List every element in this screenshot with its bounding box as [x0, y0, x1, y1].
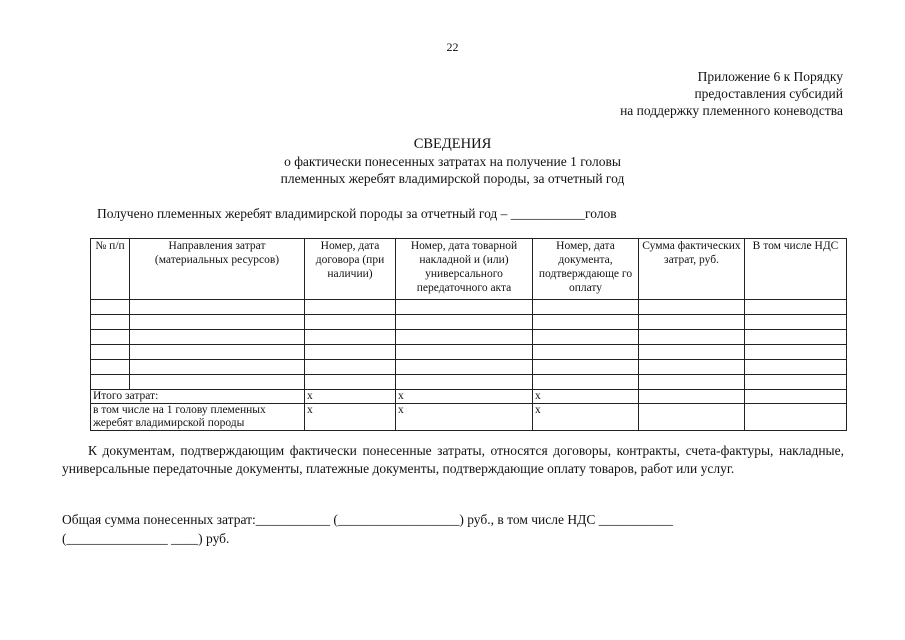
- appendix-line-1: Приложение 6 к Порядку: [697, 69, 843, 84]
- header-contract: Номер, дата договора (при наличии): [305, 239, 396, 300]
- table-row: [91, 345, 847, 360]
- total-payment-cell: х: [533, 390, 639, 404]
- title-line-2: о фактически понесенных затратах на получение 1 головы: [284, 154, 621, 169]
- title-main: СВЕДЕНИЯ: [413, 136, 492, 152]
- title-line-3: племенных жеребят владимирской породы, за отчетный год: [280, 171, 625, 186]
- header-amount: Сумма фактических затрат, руб.: [639, 239, 745, 300]
- table-header-row: [91, 239, 847, 300]
- table-row: [91, 315, 847, 330]
- per-head-contract-cell: х: [305, 404, 396, 431]
- header-invoice: Номер, дата товарной накладной и (или) универсального передаточного акта: [396, 239, 533, 300]
- table-row: [91, 300, 847, 315]
- appendix-line-2: предоставления субсидий: [694, 86, 843, 101]
- table-row: [91, 375, 847, 390]
- total-amount-line-1: Общая сумма понесенных затрат:___________ (__________________) руб., в том числе НДС ___________: [62, 512, 673, 527]
- costs-table: [90, 238, 847, 431]
- header-number: № п/п: [91, 239, 130, 300]
- header-payment-doc: Номер, дата документа, подтверждающе го оплату: [533, 239, 639, 300]
- total-contract-cell: х: [305, 390, 396, 404]
- appendix-note: [620, 68, 843, 119]
- header-cost-direction: Направления затрат (материальных ресурсов): [130, 239, 305, 300]
- table-row: [91, 330, 847, 345]
- page-number: 22: [446, 40, 459, 54]
- total-amount-block: [62, 510, 844, 548]
- total-row: [91, 390, 847, 404]
- total-invoice-cell: х: [396, 390, 533, 404]
- received-foals-line: Получено племенных жеребят владимирской породы за отчетный год – ___________голов: [97, 206, 617, 221]
- supporting-documents-note: К документам, подтверждающим фактически понесенные затраты, относятся договоры, контракты, счета-фактуры, накладные, универсальные передаточные документы, платежные документы, подтверждающие оплату товаров, работ или услуг.: [62, 443, 844, 476]
- total-label: Итого затрат:: [91, 390, 305, 404]
- per-head-invoice-cell: х: [396, 404, 533, 431]
- per-head-payment-cell: х: [533, 404, 639, 431]
- table-row: [91, 360, 847, 375]
- per-head-row: [91, 404, 847, 431]
- per-head-label: в том числе на 1 голову племенных жеребят владимирской породы: [91, 404, 305, 431]
- header-vat: В том числе НДС: [745, 239, 847, 300]
- total-amount-line-2: (_______________ ____) руб.: [62, 531, 230, 546]
- document-title: [0, 136, 905, 187]
- appendix-line-3: на поддержку племенного коневодства: [620, 103, 843, 118]
